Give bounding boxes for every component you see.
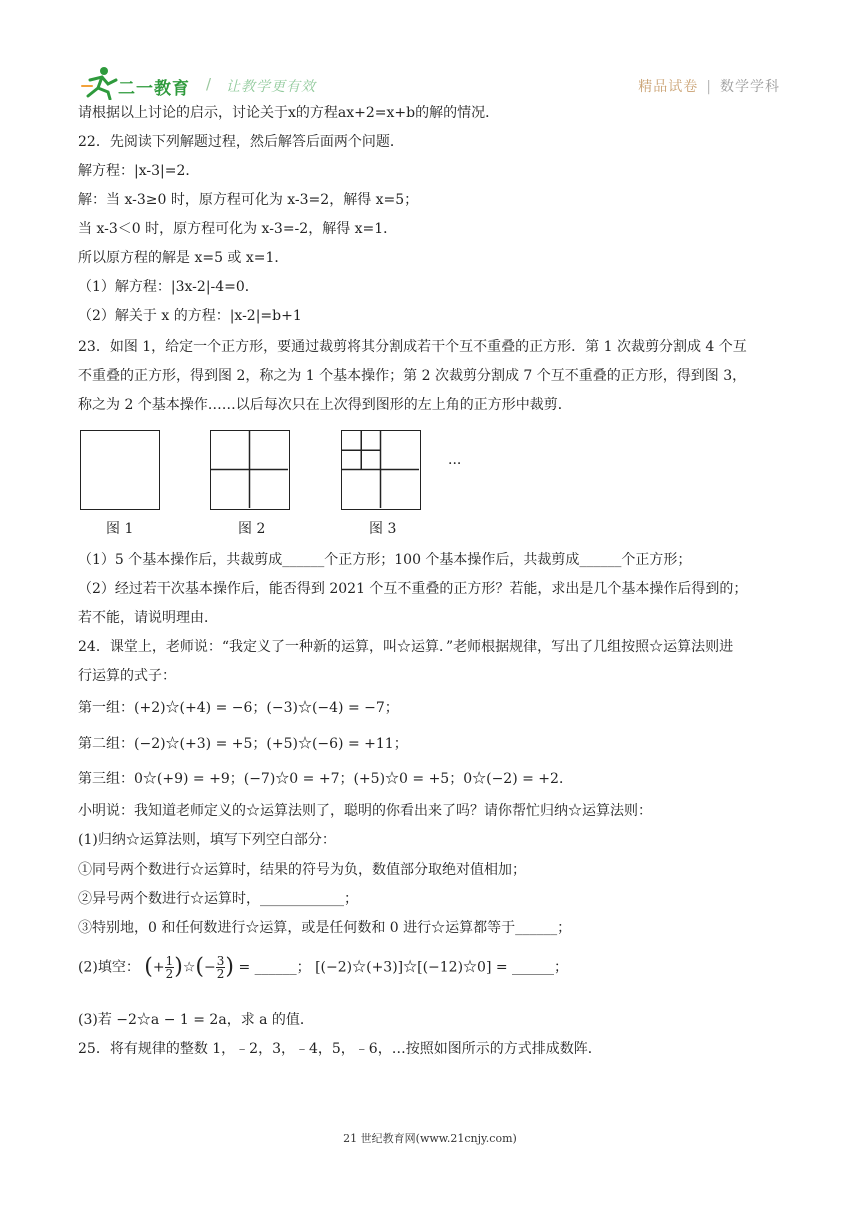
runner-logo-icon	[80, 66, 120, 100]
q24-text-3: 小明说：我知道老师定义的☆运算法则了，聪明的你看出来了吗？请你帮忙归纳☆运算法则：	[78, 803, 652, 819]
q24-group-2: 第二组：(−2)☆(+3) = +5；(+5)☆(−6) = +11；	[78, 736, 408, 752]
q22-part-1: （1）解方程：|3x-2|-4=0．	[78, 279, 259, 295]
q24-group-1: 第一组：(+2)☆(+4) = −6；(−3)☆(−4) = −7；	[78, 700, 399, 716]
q24-rule-2: ②异号两个数进行☆运算时，____________；	[78, 891, 358, 907]
q21-tail: 请根据以上讨论的启示，讨论关于x的方程ax+2=x+b的解的情况．	[78, 105, 500, 121]
q24-group-3: 第三组：0☆(+9) = +9；(−7)☆0 = +7；(+5)☆0 = +5；0☆(−2) = +2．	[78, 771, 573, 787]
q25-title: 25．将有规律的整数 1，﹣2，3，﹣4，5，﹣6，…按照如图所示的方式排成数阵．	[78, 1041, 602, 1057]
q22-solution-2: 当 x-3＜0 时，原方程可化为 x-3=-2，解得 x=1．	[78, 221, 398, 237]
q24-part-2: (2)填空： (+ $\frac{1}{2}$ )☆(− $\frac{3}{2}$ ) = ______； [(−2)☆(+3)]☆[(−12)☆0] = ______；	[78, 954, 569, 981]
q24-part-3: (3)若 −2☆a − 1 = 2a，求 a 的值．	[78, 1012, 314, 1028]
logo-divider: /	[206, 75, 212, 93]
figure-3-square	[341, 430, 421, 510]
logo-slogan: 让教学更有效	[226, 79, 316, 95]
figure-1-caption: 图 1	[106, 521, 134, 537]
q24-rule-1: ①同号两个数进行☆运算时，结果的符号为负，数值部分取绝对值相加；	[78, 862, 526, 878]
q23-part-1: （1）5 个基本操作后，共裁剪成______个正方形；100 个基本操作后，共裁剪成______个正方形；	[78, 552, 692, 568]
header-separator: |	[706, 79, 712, 95]
q22-solution-3: 所以原方程的解是 x=5 或 x=1．	[78, 250, 289, 266]
q23-text-1: 23．如图 1，给定一个正方形，要通过裁剪将其分割成若干个互不重叠的正方形．第 1 次裁剪分割成 4 个互	[78, 339, 747, 355]
page-header	[0, 0, 860, 100]
q23-text-3: 称之为 2 个基本操作……以后每次只在上次得到图形的左上角的正方形中裁剪．	[78, 397, 572, 413]
q24-part-2-blank-1: = ______；	[238, 959, 311, 976]
q23-text-2: 不重叠的正方形，得到图 2，称之为 1 个基本操作；第 2 次裁剪分割成 7 个互不重叠的正方形，得到图 3，	[78, 368, 747, 384]
q24-part-2-expr-2: [(−2)☆(+3)]☆[(−12)☆0] = ______；	[315, 959, 569, 976]
fraction-one-half: $\frac{1}{2}$	[165, 954, 174, 981]
q23-part-2b: 若不能，请说明理由．	[78, 610, 218, 626]
figure-3-caption: 图 3	[369, 521, 397, 537]
subject-label: 数学学科	[720, 79, 780, 95]
q22-part-2: （2）解关于 x 的方程：|x-2|=b+1	[78, 308, 302, 324]
q24-rule-3: ③特别地，0 和任何数进行☆运算，或是任何数和 0 进行☆运算都等于______；	[78, 920, 572, 936]
figure-2-square	[210, 430, 290, 510]
header-right	[638, 76, 780, 96]
paper-type-label: 精品试卷	[638, 79, 699, 95]
q24-text-1: 24．课堂上，老师说：“我定义了一种新的运算，叫☆运算．”老师根据规律，写出了几组按照☆运算法则进	[78, 639, 734, 655]
q22-title: 22．先阅读下列解题过程，然后解答后面两个问题．	[78, 134, 404, 150]
figure-2-caption: 图 2	[238, 521, 266, 537]
square-figures	[80, 430, 480, 545]
q24-part-2-label: (2)填空：	[78, 959, 140, 976]
q23-part-2a: （2）经过若干次基本操作后，能否得到 2021 个互不重叠的正方形？若能，求出是几个基本操作后得到的；	[78, 581, 748, 597]
figure-1-square	[80, 430, 160, 510]
q22-solution-1: 解：当 x-3≥0 时，原方程可化为 x-3=2，解得 x=5；	[78, 192, 419, 208]
logo-text: 二一教育	[118, 79, 190, 99]
q22-example: 解方程：|x-3|=2．	[78, 163, 200, 179]
q24-text-2: 行运算的式子：	[78, 668, 176, 684]
continuation-dots: ···	[448, 456, 462, 472]
q24-part-1: (1)归纳☆运算法则，填写下列空白部分：	[78, 832, 336, 848]
page-footer: 21 世纪教育网(www.21cnjy.com)	[343, 1132, 517, 1145]
fraction-three-halves: $\frac{3}{2}$	[216, 954, 225, 981]
